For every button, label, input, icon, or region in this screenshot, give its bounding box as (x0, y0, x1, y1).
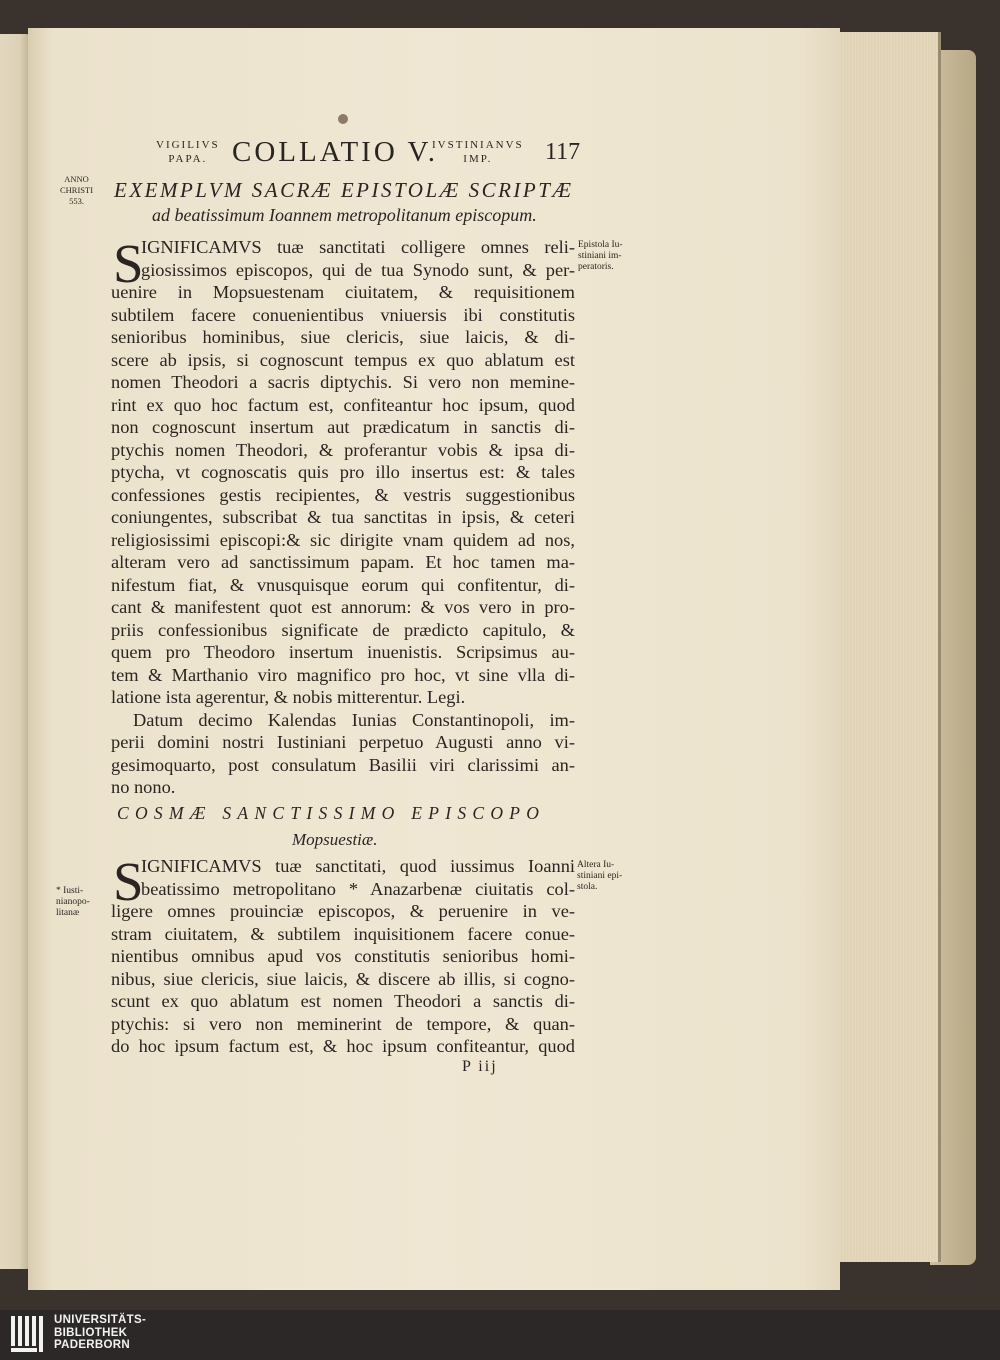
section1-subtitle: ad beatissimum Ioannem metropolitanum episcopum. (152, 205, 537, 225)
margin-year-line: CHRISTI (60, 185, 94, 195)
side-note-line: stola. (577, 882, 598, 892)
text-line: ptycha, vt cognoscatis quis pro illo insertus est: & tales (111, 462, 575, 482)
header-right-top: IVSTINIANVS (432, 139, 524, 151)
text-line: nientibus omnibus apud vos constitutis senioribus homi- (111, 946, 575, 966)
text-line: nifestum fiat, & vnusquisque eorum qui confitentur, di- (111, 574, 575, 595)
margin-year (60, 174, 93, 207)
section2-title: COSMÆ SANCTISSIMO EPISCOPO (117, 803, 546, 823)
text-line: beatissimo metropolitano * Anazarbenæ ciuitatis col- (141, 878, 575, 899)
text-line: ptychis: si vero non meminerint de tempore, & quan- (111, 1013, 575, 1034)
logo-line: PADERBORN (54, 1339, 130, 1351)
side-note-line: nianopo- (56, 897, 90, 907)
page-fore-edge (838, 32, 941, 1262)
section1-body (111, 233, 575, 799)
text-line: perii domini nostri Iustiniani perpetuo Augusti anno vi- (111, 732, 575, 752)
drop-cap: S (113, 233, 144, 294)
side-note-line: stiniani im- (578, 251, 622, 261)
text-line: cant & manifestent quot est annorum: & vos vero in pro- (111, 597, 575, 617)
text-line: nibus, siue clericis, siue laicis, & discere ab illis, si cogno- (111, 968, 575, 989)
text-line: IGNIFICAMVS tuæ sanctitati colligere omnes reli- (141, 237, 575, 257)
text-line: nomen Theodori a sacris diptychis. Si vero non memine- (111, 372, 575, 392)
text-line: alteram vero ad sanctissimum papam. Et hoc tamen ma- (111, 552, 575, 572)
header-right-bottom: IMP. (463, 153, 493, 165)
footer-bar (0, 1310, 1000, 1360)
side-note-line: Altera Iu- (577, 860, 615, 870)
text-line: ptychis nomen Theodori, & proferantur vobis & ipsa di- (111, 439, 575, 460)
binding-hole (338, 114, 348, 124)
library-logo-icon (8, 1314, 48, 1356)
text-line: latione ista agerentur, & nobis mitterentur. Legi. (111, 687, 466, 707)
header-left-top: VIGILIVS (156, 139, 220, 151)
side-note-line: litanæ (56, 908, 80, 918)
header-right (432, 138, 524, 166)
logo-line: UNIVERSITÄTS- (54, 1314, 147, 1326)
drop-cap: S (113, 851, 144, 912)
text-line: do hoc ipsum factum est, & hoc ipsum confiteantur, quod (111, 1036, 575, 1056)
signature-mark: P iij (462, 1058, 498, 1075)
text-line: stram ciuitatem, & subtilem inquisitionem facere conue- (111, 923, 575, 944)
section1-title: EXEMPLVM SACRÆ EPISTOLÆ SCRIPTÆ (114, 178, 574, 202)
text-line: gesimoquarto, post consulatum Basilii viri clarissimi an- (111, 754, 575, 775)
section2-subtitle: Mopsuestiæ. (292, 830, 378, 849)
text-line: tem & Marthanio viro magnifico pro hoc, vt sine vlla di- (111, 664, 575, 685)
text-line: giosissimos episcopos, qui de tua Synodo sunt, & per- (141, 259, 575, 280)
text-line: coniungentes, subscribat & tua sanctitas in ipsis, & ceteri (111, 507, 575, 527)
text-line: no nono. (111, 777, 176, 797)
header-left-bottom: PAPA. (168, 153, 208, 165)
side-note-iustinianopolitanae (56, 886, 90, 919)
text-line: rint ex quo hoc factum est, confiteantur hoc ipsum, quod (111, 394, 575, 415)
text-line: IGNIFICAMVS tuæ sanctitati, quod iussimus Ioanni (141, 856, 575, 876)
text-line: priis confessionibus significate de prædicto capitulo, & (111, 619, 575, 640)
header-left (156, 138, 220, 166)
library-logo-text (54, 1314, 146, 1352)
text-line: quem pro Theodoro insertum inuenistis. Scripsimus au- (111, 642, 575, 662)
text-line: ligere omnes prouinciæ episcopos, & peruenire in ve- (111, 901, 575, 921)
text-line: subtilem facere conuenientibus vniuersis ibi constitutis (111, 304, 575, 325)
margin-year-line: ANNO (64, 174, 89, 184)
margin-year-line: 553. (69, 196, 84, 206)
side-note-altera (577, 860, 622, 893)
side-note-line: * Iusti- (56, 886, 84, 896)
header-title: COLLATIO V. (232, 136, 438, 168)
text-line: scere ab ipsis, si cognoscunt tempus ex quo ablatum est (111, 349, 575, 370)
side-note-line: peratoris. (578, 262, 614, 272)
text-line: confessiones gestis recipientes, & vestris suggestionibus (111, 484, 575, 505)
side-note-epistola (578, 240, 623, 273)
text-line: religiosissimi episcopi:& sic dirigite vnam quidem ad nos, (111, 529, 575, 550)
text-line: uenire in Mopsuestenam ciuitatem, & requisitionem (111, 282, 575, 302)
text-line: non cognoscunt insertum aut prædicatum in sanctis di- (111, 417, 575, 437)
text-line: scunt ex quo ablatum est nomen Theodori a sanctis di- (111, 991, 575, 1011)
page-number: 117 (545, 139, 581, 165)
text-line: senioribus hominibus, siue clericis, siue laicis, & di- (111, 327, 575, 347)
text-line: Datum decimo Kalendas Iunias Constantinopoli, im- (133, 709, 575, 730)
logo-line: BIBLIOTHEK (54, 1326, 128, 1339)
section2-body (111, 851, 575, 1058)
side-note-line: stiniani epi- (577, 871, 623, 881)
side-note-line: Epistola Iu- (578, 240, 623, 250)
